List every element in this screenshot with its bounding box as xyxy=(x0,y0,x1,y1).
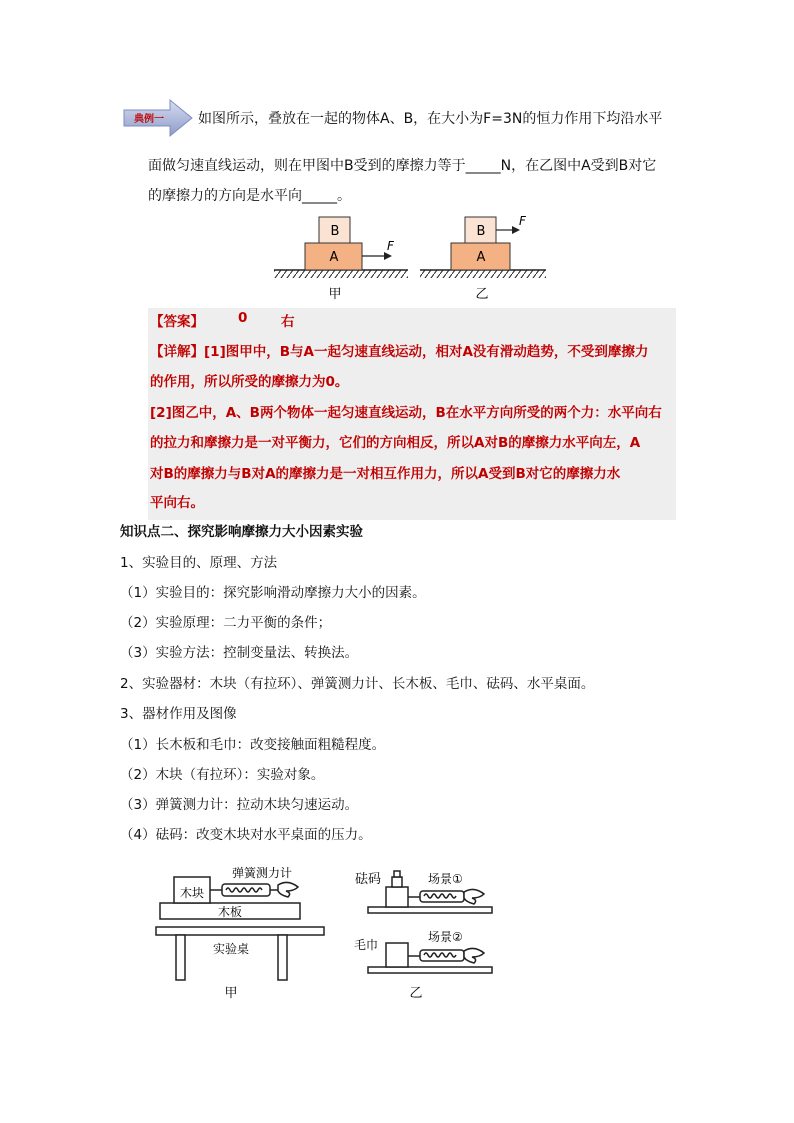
board-scene-1 xyxy=(368,907,492,913)
section-item: （1）实验目的：探究影响滑动摩擦力大小的因素。 xyxy=(120,585,426,601)
figure-right xyxy=(420,214,546,302)
detail-line-2: 的作用，所以所受的摩擦力为0。 xyxy=(150,374,349,390)
block-b-label: B xyxy=(476,224,486,239)
block-a-label: A xyxy=(329,250,339,265)
block-a-label: A xyxy=(476,250,486,265)
block-scene-1 xyxy=(386,887,408,907)
detail-line-6: 平向右。 xyxy=(150,495,204,511)
detail-line-3: [2]图乙中，A、B两个物体一起匀速直线运动，B在水平方向所受的两个力：水平向右 xyxy=(150,405,662,421)
detail-line-4: 的拉力和摩擦力是一对平衡力，它们的方向相反，所以A对B的摩擦力水平向左，A xyxy=(150,435,641,451)
weight-label: 砝码 xyxy=(355,872,382,887)
figure-left xyxy=(274,217,408,302)
figure-caption-right: 乙 xyxy=(475,287,489,302)
section-item: （2）实验原理：二力平衡的条件； xyxy=(120,615,332,631)
hand-icon xyxy=(278,882,298,897)
towel-label: 毛巾 xyxy=(354,938,379,952)
spring-meter-icon xyxy=(420,891,464,902)
answer-label: 【答案】 xyxy=(150,314,204,330)
hand-icon xyxy=(464,889,484,904)
section-item: （2）木块（有拉环）：实验对象。 xyxy=(120,767,325,783)
section-item: 3、器材作用及图像 xyxy=(120,706,237,722)
force-label: F xyxy=(387,239,394,253)
hand-icon xyxy=(464,948,484,963)
board-label: 木板 xyxy=(217,905,243,919)
section-item: 1、实验目的、原理、方法 xyxy=(120,555,278,571)
section-item: 2、实验器材：木块（有拉环）、弹簧测力计、长木板、毛巾、砝码、水平桌面。 xyxy=(120,676,595,692)
scene-2-label: 场景② xyxy=(428,930,463,944)
section-item: （1）长木板和毛巾：改变接触面粗糙程度。 xyxy=(120,737,386,753)
section-title: 知识点二、探究影响摩擦力大小因素实验 xyxy=(120,524,363,540)
question-line-1: 如图所示，叠放在一起的物体A、B，在大小为F=3N的恒力作用下均沿水平 xyxy=(198,111,663,127)
figure2-right xyxy=(368,871,492,973)
answer-value-2: 右 xyxy=(281,314,295,330)
figure-caption-left: 甲 xyxy=(328,287,342,302)
experiment-figure xyxy=(150,855,510,1005)
figure2-caption-left: 甲 xyxy=(224,986,238,1001)
block-scene-2 xyxy=(386,943,408,967)
block-b-label: B xyxy=(330,224,340,239)
force-label: F xyxy=(519,214,526,228)
figure2-caption-right: 乙 xyxy=(409,986,423,1001)
block-figure xyxy=(260,210,560,305)
section-item: （4）砝码：改变木块对水平桌面的压力。 xyxy=(120,827,372,843)
scene-1-label: 场景① xyxy=(428,872,463,886)
detail-text-1: [1]图甲中，B与A一起匀速直线运动，相对A没有滑动趋势，不受到摩擦力 xyxy=(204,344,649,360)
table-label: 实验桌 xyxy=(212,942,250,956)
section-item: （3）弹簧测力计：拉动木块匀速运动。 xyxy=(120,797,359,813)
detail-line-5: 对B的摩擦力与B对A的摩擦力是一对相互作用力，所以A受到B对它的摩擦力水 xyxy=(150,466,621,482)
spring-meter-icon xyxy=(420,950,464,961)
detail-line-1 xyxy=(150,340,648,360)
answer-value-1: 0 xyxy=(238,310,248,326)
meter-label: 弹簧测力计 xyxy=(231,866,293,880)
question-line-3: 的摩擦力的方向是水平向_____。 xyxy=(148,188,351,204)
force-arrow-icon xyxy=(384,252,392,260)
weight-icon xyxy=(392,877,402,887)
block-label: 木块 xyxy=(179,886,205,900)
question-line-2: 面做匀速直线运动，则在甲图中B受到的摩擦力等于_____N，在乙图中A受到B对它 xyxy=(148,158,657,174)
example-badge xyxy=(122,98,194,138)
detail-label: 【详解】 xyxy=(150,344,204,360)
badge-label: 典例一 xyxy=(134,114,164,125)
lab-table xyxy=(156,927,324,935)
section-item: （3）实验方法：控制变量法、转换法。 xyxy=(120,645,359,661)
board-scene-2 xyxy=(368,967,492,973)
